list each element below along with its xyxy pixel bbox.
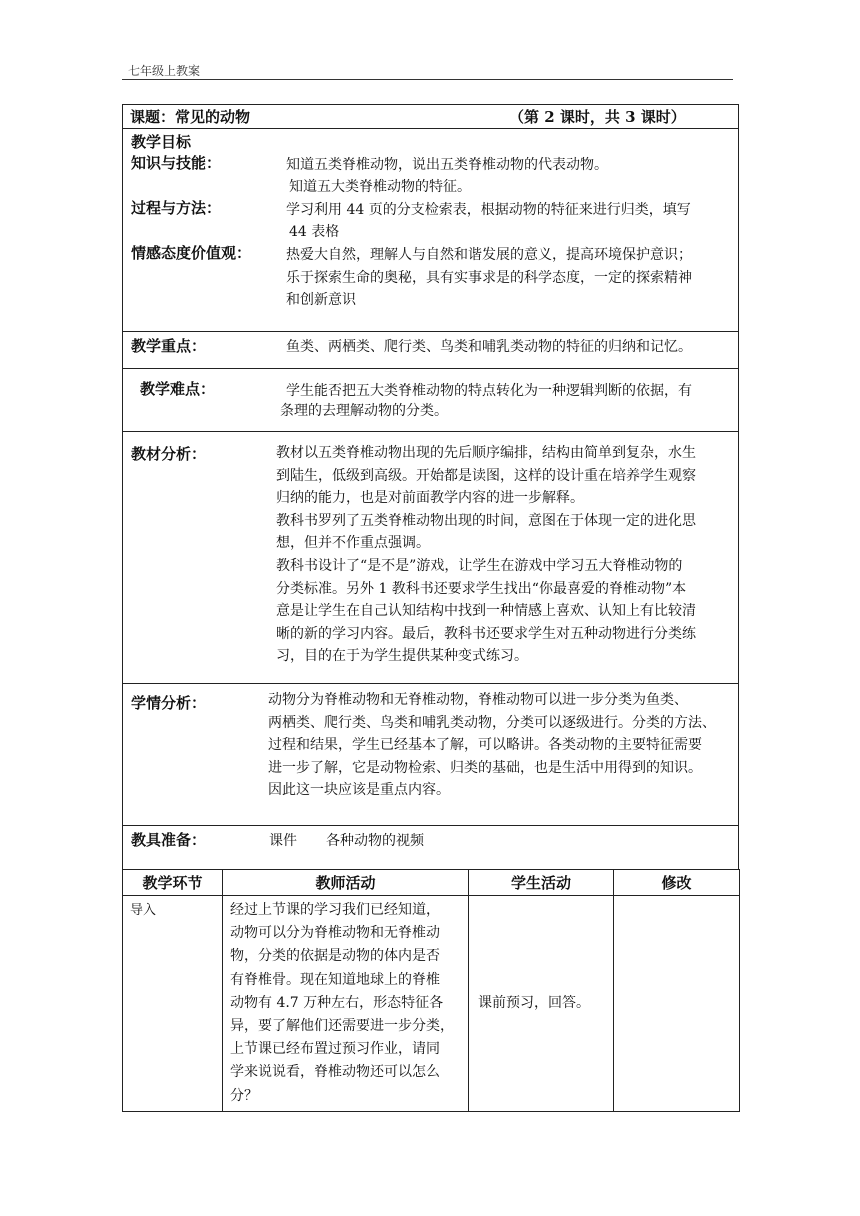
emotion-text-2: 乐于探索生命的奥秘，具有实事求是的科学态度，一定的探索精神: [286, 270, 692, 286]
text-line: 经过上节课的学习我们已经知道，: [230, 902, 440, 918]
period-label: （第 2 课时，共 3 课时）: [509, 108, 686, 126]
table-header-row: [123, 870, 740, 896]
text-line: 动物有 4.7 万种左右，形态特征各: [230, 994, 444, 1011]
text-line: 分类标准。另外 1 教科书还要求学生找出“你最喜爱的脊椎动物”本: [276, 580, 687, 597]
text-line: 过程和结果，学生已经基本了解，可以略讲。各类动物的主要特征需要: [268, 737, 702, 754]
table-row: [123, 896, 740, 1112]
page-header: 七年级上教案: [128, 64, 201, 78]
stage-cell: [123, 896, 223, 1112]
text-line: 学来说说看，脊椎动物还可以怎么: [230, 1064, 440, 1081]
text-line: 物，分类的依据是动物的体内是否: [230, 948, 440, 965]
text-line: 教材以五类脊椎动物出现的先后顺序编排，结构由简单到复杂，水生: [276, 445, 696, 461]
revision-text: [615, 897, 738, 901]
knowledge-text-2: 知道五大类脊椎动物的特征。: [289, 179, 471, 195]
student-analysis-text: [268, 689, 736, 802]
key-points-section: [122, 331, 739, 369]
difficulties-text-2: 条理的去理解动物的分类。: [280, 403, 448, 419]
student-analysis-section: [122, 683, 739, 826]
topic-row: [122, 104, 739, 129]
text-line: 意是让学生在自己认知结构中找到一种情感上喜欢、认知上有比较清: [276, 603, 696, 620]
text-line: 进一步了解，它是动物检索、归类的基础，也是生活中用得到的知识。: [268, 759, 702, 776]
materials-item-courseware: 课件: [269, 833, 297, 849]
topic-label: 课题：常见的动物: [130, 108, 251, 126]
objectives-section: [122, 128, 739, 332]
stage-text: 导入: [130, 903, 157, 918]
column-header-revision: 修改: [614, 870, 740, 896]
student-activity-cell: [469, 896, 614, 1112]
text-line: 归纳的能力，也是对前面教学内容的进一步解释。: [276, 490, 584, 507]
knowledge-text-1: 知道五类脊椎动物，说出五类脊椎动物的代表动物。: [286, 157, 608, 173]
textbook-analysis-section: [122, 431, 739, 684]
header-divider: [122, 79, 733, 80]
text-line: 到陆生，低级到高级。开始都是读图，这样的设计重在培养学生观察: [276, 467, 696, 484]
student-analysis-label: 学情分析：: [131, 694, 207, 712]
teacher-activity-text: [224, 897, 467, 1110]
emotion-text-1: 热爱大自然，理解人与自然和谐发展的意义，提高环境保护意识；: [286, 247, 692, 263]
text-line: 教科书设计了“是不是”游戏，让学生在游戏中学习五大脊椎动物的: [276, 557, 683, 574]
objectives-heading: 教学目标: [131, 133, 192, 151]
emotion-text-3: 和创新意识: [286, 292, 356, 308]
column-header-stage: 教学环节: [123, 870, 223, 896]
difficulties-text-1: 学生能否把五大类脊椎动物的特点转化为一种逻辑判断的依据，有: [286, 383, 692, 399]
knowledge-label: 知识与技能：: [131, 154, 222, 172]
text-line: 习，目的在于为学生提供某种变式练习。: [276, 648, 528, 665]
key-points-label: 教学重点：: [131, 337, 207, 355]
teacher-activity-cell: [223, 896, 469, 1112]
text-line: 两栖类、爬行类、鸟类和哺乳类动物，分类可以逐级进行。分类的方法、: [268, 714, 716, 731]
text-line: 异，要了解他们还需要进一步分类，: [230, 1018, 454, 1035]
text-line: 想，但并不作重点强调。: [276, 535, 430, 552]
key-points-text: 鱼类、两栖类、爬行类、鸟类和哺乳类动物的特征的归纳和记忆。: [286, 339, 692, 355]
student-activity-text: 课前预习，回答。: [478, 994, 590, 1011]
text-line: 动物可以分为脊椎动物和无脊椎动: [230, 925, 440, 942]
difficulties-section: [122, 368, 739, 432]
teaching-process-table: [122, 869, 740, 1112]
text-line: 因此这一块应该是重点内容。: [268, 782, 450, 799]
text-line: 上节课已经布置过预习作业，请同: [230, 1041, 440, 1058]
emotion-label: 情感态度价值观：: [131, 244, 252, 262]
process-text-2: 44 表格: [289, 224, 340, 240]
text-line: 动物分为脊椎动物和无脊椎动物，脊椎动物可以进一步分类为鱼类、: [268, 692, 688, 708]
text-line: 分？: [230, 1087, 258, 1104]
text-line: 教科书罗列了五类脊椎动物出现的时间，意图在于体现一定的进化思: [276, 512, 696, 529]
textbook-analysis-text: [276, 442, 731, 668]
materials-item-videos: 各种动物的视频: [326, 833, 424, 849]
process-text-1: 学习利用 44 页的分支检索表，根据动物的特征来进行归类，填写: [286, 202, 691, 218]
materials-label: 教具准备：: [131, 831, 207, 849]
column-header-student: 学生活动: [469, 870, 614, 896]
process-label: 过程与方法：: [131, 199, 222, 217]
revision-cell: [614, 896, 740, 1112]
materials-section: [122, 825, 739, 870]
difficulties-label: 教学难点：: [140, 380, 216, 398]
text-line: 有脊椎骨。现在知道地球上的脊椎: [230, 971, 440, 988]
column-header-teacher: 教师活动: [223, 870, 469, 896]
text-line: 晰的新的学习内容。最后，教科书还要求学生对五种动物进行分类练: [276, 625, 696, 642]
textbook-analysis-label: 教材分析：: [131, 445, 207, 463]
